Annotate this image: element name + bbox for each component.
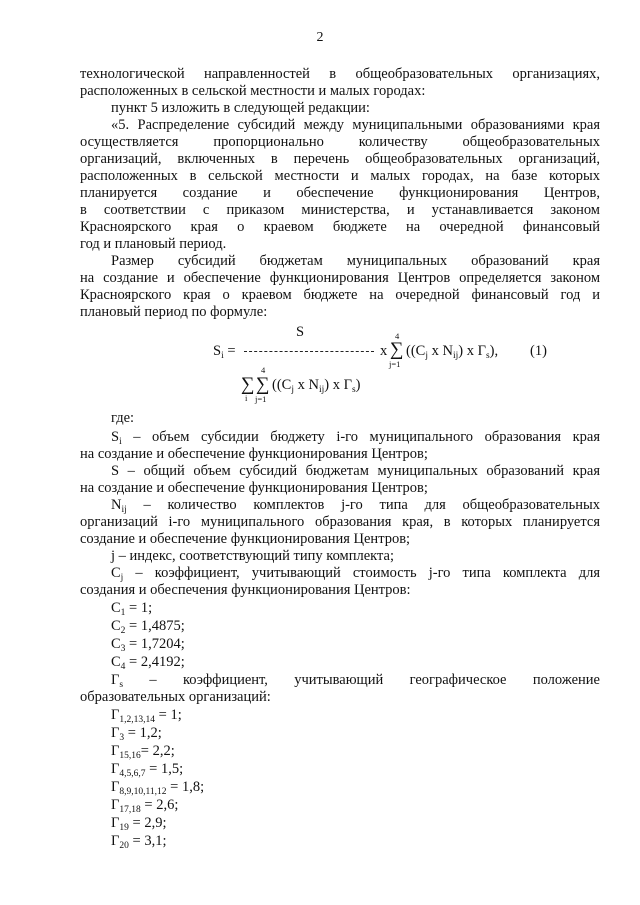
g-value-7: $Г_{19} = 2,9$;: [111, 815, 167, 833]
intro-line-2: расположенных в сельской местности и малых городах:: [80, 83, 426, 99]
sum-lower-limit: j=1: [389, 359, 401, 369]
g-value-6: $Г_{17,18} = 2,6$;: [111, 797, 179, 815]
den-sum-i-sign: ∑: [241, 374, 255, 395]
formula-number: (1): [530, 343, 547, 359]
def-c-line-2: создания и обеспечения функционирования Центров:: [80, 582, 411, 598]
def-n-line-2: организаций i-го муниципального образования края, в которых планируется: [80, 514, 600, 530]
p5-line-2: осуществляется пропорционально количеству общеобразовательных: [80, 134, 600, 150]
p5-line-3: организаций, включенных в перечень общеобразовательных организаций,: [80, 151, 600, 167]
g-value-2: $Г_3 = 1,2$;: [111, 725, 162, 743]
def-si-line-1: $S_i$ – объем субсидии бюджету i-го муниципального образования края: [111, 429, 600, 447]
den-sum-j-sign: ∑: [256, 374, 270, 395]
p6-line-3: Красноярского края о краевом бюджете на очередной финансовый год и: [80, 287, 600, 303]
c-value-3: $C_3 = 1,7204$;: [111, 636, 185, 654]
formula-times: x: [380, 343, 388, 359]
p6-line-4: плановый период по формуле:: [80, 304, 268, 320]
p5-line-4: расположенных в сельской местности и малых городах, на базе которых: [80, 168, 600, 184]
intro-line-1: технологической направленностей в общеобразовательных организациях,: [80, 66, 600, 82]
g-value-8: $Г_{20} = 3,1$;: [111, 833, 167, 851]
c-value-2: $C_2 = 1,4875$;: [111, 618, 185, 636]
def-g-line-1: $Г_s$ – коэффициент, учитывающий географическое положение: [111, 672, 600, 690]
den-sum-i-lower: i: [245, 393, 248, 403]
p5-line-7: Красноярского края о краевом бюджете на очередной финансовый: [80, 219, 600, 235]
def-n-line-1: $N_{ij}$ – количество комплектов j-го типа для общеобразовательных: [111, 497, 600, 515]
fraction-bar: [244, 351, 374, 352]
formula-lhs: $S_i$ =: [213, 343, 236, 361]
c-value-4: $C_4 = 2,4192$;: [111, 654, 185, 672]
p6-line-1: Размер субсидий бюджетам муниципальных образований края: [111, 253, 600, 269]
def-si-line-2: на создание и обеспечение функционирования Центров;: [80, 446, 428, 462]
den-sum-j-lower: j=1: [255, 394, 267, 404]
p5-line-8: год и плановый период.: [80, 236, 227, 252]
sum-upper-limit: 4: [395, 331, 400, 341]
c-value-1: $C_1 = 1$;: [111, 600, 153, 618]
p5-line-6: в соответствии с приказом министерства, и устанавливается законом: [80, 202, 600, 218]
p6-line-2: на создание и обеспечение функционирования Центров определяется законом: [80, 270, 600, 286]
formula-denominator: (($C_j$ x $N_{ij}$) x $Г_s$): [272, 377, 361, 395]
g-value-1: $Г_{1,2,13,14} = 1$;: [111, 707, 182, 725]
where-label: где:: [111, 410, 135, 426]
den-sum-j-upper: 4: [261, 365, 266, 375]
p5-line-5: планируется создание и обеспечение функционирования Центров,: [80, 185, 600, 201]
amendment-instruction: пункт 5 изложить в следующей редакции:: [111, 100, 370, 116]
g-value-3: $Г_{15,16}= 2,2$;: [111, 743, 175, 761]
formula-right-expression: (($C_j$ x $N_{ij}$) x $Г_s$),: [406, 343, 499, 361]
def-j-line-1: j – индекс, соответствующий типу комплекта;: [111, 548, 394, 564]
def-c-line-1: $C_j$ – коэффициент, учитывающий стоимость j-го типа комплекта для: [111, 565, 600, 583]
page-number: 2: [316, 30, 324, 45]
def-s-line-1: S – общий объем субсидий бюджетам муниципальных образований края: [111, 463, 600, 479]
g-value-4: $Г_{4,5,6,7} = 1,5$;: [111, 761, 184, 779]
def-s-line-2: на создание и обеспечение функционирования Центров;: [80, 480, 428, 496]
g-value-5: $Г_{8,9,10,11,12} = 1,8$;: [111, 779, 205, 797]
formula-numerator: S: [296, 324, 305, 340]
def-g-line-2: образовательных организаций:: [80, 689, 271, 705]
def-n-line-3: создание и обеспечение функционирования Центров;: [80, 531, 411, 547]
p5-line-1: «5. Распределение субсидий между муниципальными образованиями края: [111, 117, 600, 133]
sum-sign: ∑: [390, 339, 404, 360]
